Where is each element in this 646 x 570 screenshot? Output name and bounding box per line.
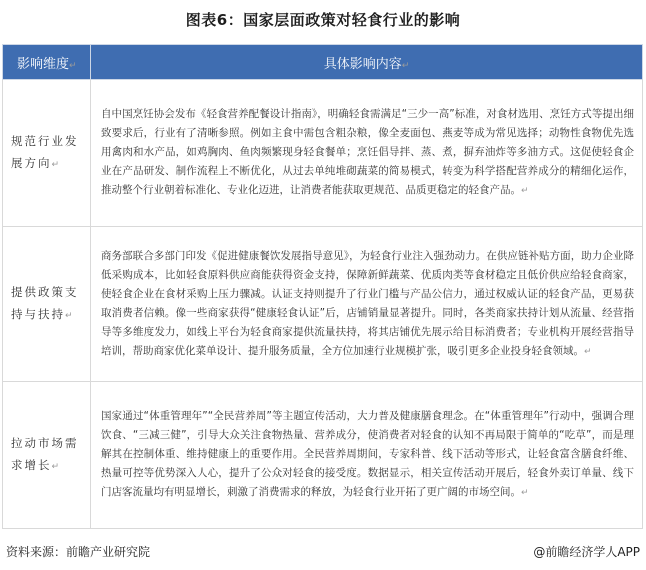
row-dimension: 规范行业发展方向↵	[3, 80, 91, 227]
source-note: 资料来源：前瞻产业研究院	[6, 545, 151, 559]
return-mark: ↵	[69, 60, 77, 71]
return-mark: ↵	[401, 60, 410, 71]
row-dimension: 提供政策支持与扶持↵	[3, 227, 91, 382]
brand-credit: @前瞻经济学人APP	[533, 545, 640, 559]
row-content: 商务部联合多部门印发《促进健康餐饮发展指导意见》，为轻食行业注入强劲动力。在供应链补贴方面，助力企业降低采购成本，比如轻食原料供应商能获得资金支持，保障新鲜蔬菜、优质肉类等食材稳定且低价供应给轻食商家，使轻食企业在食材采购上压力骤减。认证支持则提升了行业门槛与产品公信力，通过权威认证的轻食产品，更易获取消费者信赖。像一些商家获得“健康轻食认证”后，店铺销量显著提升。同时，各类商家扶持计划从流量、经营指导等多维度发力，如线上平台为轻食商家提供流量扶持，将其店铺优先展示给目标消费者；专业机构开展经营指导培训，帮助商家优化菜单设计、提升服务质量，全方位加速行业规模扩张，吸引更多企业投身轻食领域。↵	[91, 227, 643, 382]
table-header-row	[3, 45, 643, 80]
row-content: 自中国烹饪协会发布《轻食营养配餐设计指南》，明确轻食需满足“三少一高”标准，对食材选用、烹饪方式等提出细致要求后，行业有了清晰参照。例如主食中需包含粗杂粮，像全麦面包、燕麦等成为常见选择；动物性食物优先选用禽肉和水产品，如鸡胸肉、鱼肉频繁现身轻食餐单；烹饪倡导拌、蒸、煮，摒弃油炸等多油方式。这促使轻食企业在产品研发、制作流程上不断优化，从过去单纯堆砌蔬菜的简易模式，转变为科学搭配营养成分的精细化运作，推动整个行业朝着标准化、专业化迈进，让消费者能获取更规范、品质更稳定的轻食产品。↵	[91, 80, 643, 227]
header-content: 具体影响内容↵	[91, 45, 643, 80]
policy-impact-table	[2, 44, 643, 529]
row-content: 国家通过“体重管理年”“全民营养周”等主题宣传活动，大力普及健康膳食理念。在“体重管理年”行动中，强调合理饮食、“三减三健”，引导大众关注食物热量、营养成分，使消费者对轻食的认知不再局限于简单的“吃草”，而是理解其在控制体重、维持健康上的重要作用。全民营养周期间，专家科普、线下活动等形式，让轻食富含膳食纤维、热量可控等优势深入人心，提升了公众对轻食的接受度。数据显示，相关宣传活动开展后，轻食外卖订单量、线下门店客流量均有明显增长，刺激了消费需求的释放，为轻食行业开拓了更广阔的市场空间。↵	[91, 382, 643, 529]
table-row	[3, 227, 643, 382]
chart-title: 图表6：国家层面政策对轻食行业的影响	[185, 11, 461, 29]
row-dimension: 拉动市场需求增长↵	[3, 382, 91, 529]
table-row	[3, 80, 643, 227]
table-row	[3, 382, 643, 529]
header-dimension: 影响维度↵	[3, 45, 91, 80]
